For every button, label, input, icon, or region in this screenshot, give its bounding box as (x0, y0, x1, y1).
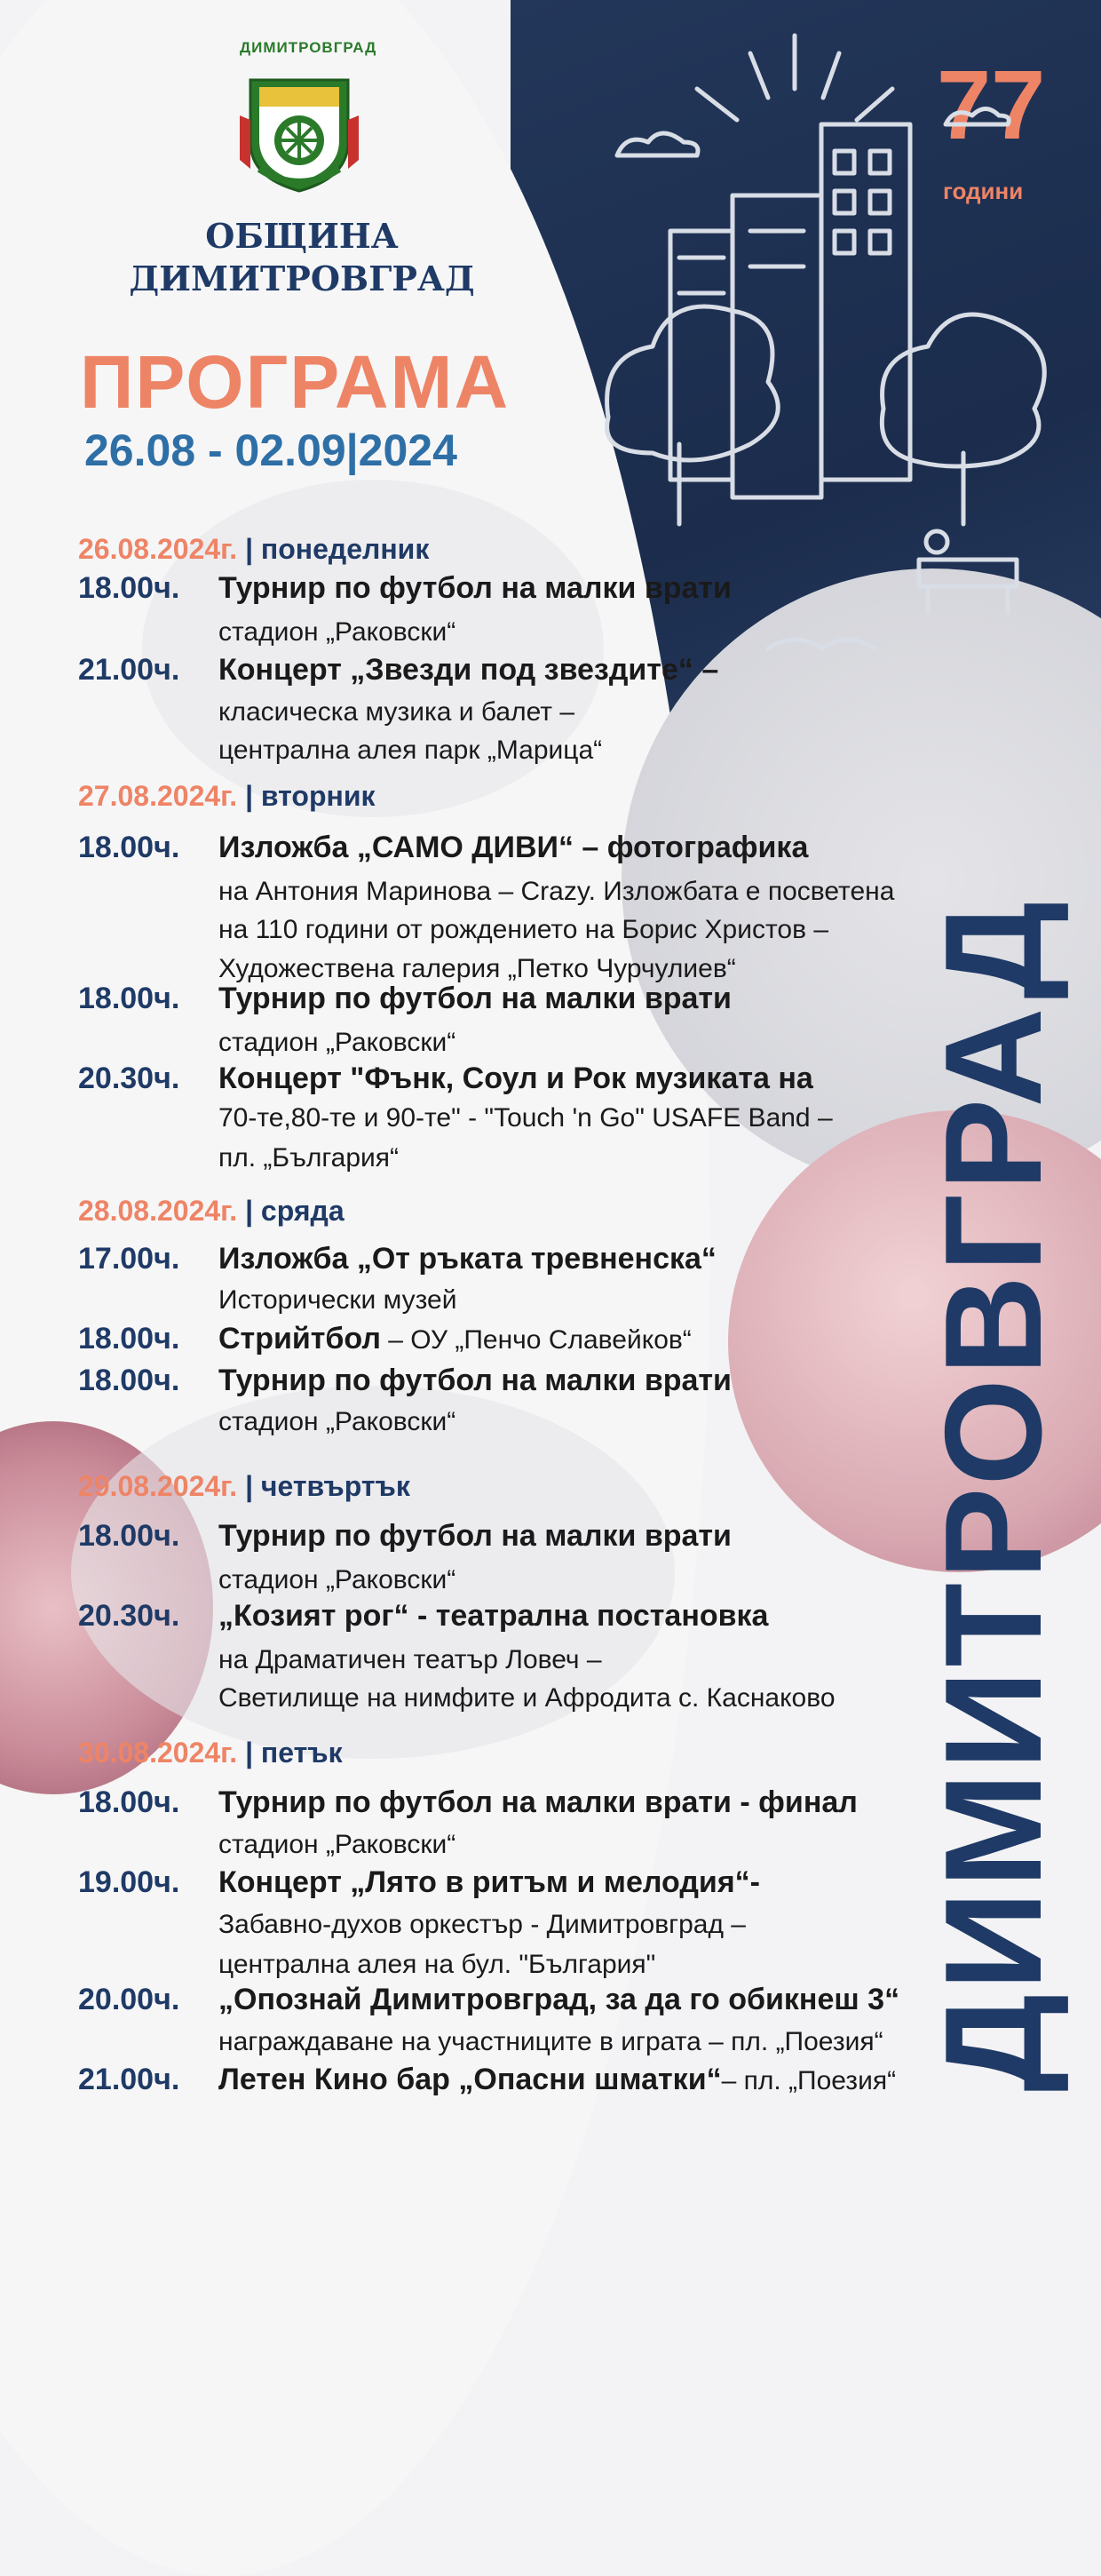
event-title-text: Концерт „Звезди под звездите“ – (218, 653, 719, 687)
day-heading (78, 1470, 410, 1503)
organization-name (124, 215, 479, 300)
event-detail-line: 70-те,80-те и 90-те" - "Touch 'n Go" USAFE Band – (218, 1103, 833, 1133)
event-time: 21.00ч. (78, 653, 180, 687)
event-detail-line: централна алея на бул. "България" (218, 1950, 656, 1979)
day-heading (78, 533, 429, 566)
event-time: 20.30ч. (78, 1599, 180, 1633)
day-heading (78, 1195, 345, 1228)
event-title (218, 1061, 813, 1096)
event-time: 18.00ч. (78, 1785, 180, 1819)
event-detail-line: на Драматичен театър Ловеч – (218, 1645, 602, 1674)
day-separator: | (245, 1470, 254, 1502)
event-detail-line: стадион „Раковски“ (218, 1565, 456, 1594)
event-title-rest: – ОУ „Пенчо Славейков“ (380, 1325, 692, 1355)
day-date: 28.08.2024г. (78, 1195, 238, 1227)
event-title (218, 1322, 692, 1356)
event-detail-line: стадион „Раковски“ (218, 617, 456, 647)
day-weekday: понеделник (260, 533, 430, 565)
event-title-text: Концерт „Лято в ритъм и мелодия“- (218, 1865, 760, 1899)
event-title-text: Концерт "Фънк, Соул и Рок музиката на (218, 1061, 813, 1095)
day-date: 30.08.2024г. (78, 1737, 238, 1769)
event-title-text: Летен Кино бар „Опасни шматки“ (218, 2063, 722, 2096)
event-detail-line: стадион „Раковски“ (218, 1830, 456, 1859)
event-time: 21.00ч. (78, 2063, 180, 2096)
day-date: 29.08.2024г. (78, 1470, 238, 1502)
day-separator: | (245, 533, 254, 565)
day-date: 27.08.2024г. (78, 780, 238, 812)
day-date: 26.08.2024г. (78, 533, 238, 565)
event-detail-line: класическа музика и балет – (218, 697, 575, 727)
event-detail-line: Исторически музей (218, 1285, 457, 1315)
day-separator: | (245, 1737, 254, 1769)
event-title-text: Изложба „САМО ДИВИ“ – фотографика (218, 831, 809, 864)
event-time: 18.00ч. (78, 1519, 180, 1553)
event-title-text: Турнир по футбол на малки врати (218, 1519, 732, 1553)
event-detail-line: стадион „Раковски“ (218, 1407, 456, 1436)
event-time: 18.00ч. (78, 831, 180, 864)
org-line-1: ОБЩИНА (205, 216, 399, 256)
event-title-rest: – пл. „Поезия“ (721, 2066, 897, 2095)
event-title (218, 831, 808, 865)
anniversary-number: 77 (937, 51, 1046, 160)
day-weekday: вторник (260, 780, 376, 812)
event-title (218, 571, 732, 606)
event-detail-line: Художествена галерия „Петко Чурчулиев“ (218, 954, 736, 983)
event-detail-line: централна алея парк „Марица“ (218, 735, 603, 765)
event-detail-line: награждаване на участниците в играта – пл. „Поезия“ (218, 2027, 883, 2056)
event-detail-line: на Антония Маринова – Crazy. Изложбата е посветена (218, 877, 895, 906)
event-detail-line: Забавно-духов оркестър - Димитровград – (218, 1910, 746, 1939)
day-heading (78, 780, 376, 813)
event-title (218, 1519, 732, 1554)
event-title (218, 1599, 768, 1634)
event-title (218, 1983, 899, 2017)
event-title (218, 1242, 717, 1276)
event-title-text: Стрийтбол (218, 1322, 381, 1356)
event-title (218, 1785, 858, 1820)
event-title-text: Турнир по футбол на малки врати - финал (218, 1785, 858, 1819)
event-time: 17.00ч. (78, 1242, 180, 1276)
day-weekday: петък (260, 1737, 343, 1769)
event-time: 19.00ч. (78, 1865, 180, 1899)
day-heading (78, 1737, 343, 1769)
event-time: 18.00ч. (78, 1364, 180, 1397)
event-detail-line: стадион „Раковски“ (218, 1028, 456, 1057)
day-separator: | (245, 1195, 254, 1227)
event-time: 20.00ч. (78, 1983, 180, 2016)
event-detail-line: на 110 години от рождението на Борис Христов – (218, 915, 829, 944)
event-detail-line: пл. „България“ (218, 1143, 399, 1173)
event-title-text: „Козият рог“ - театрална постановка (218, 1599, 769, 1633)
day-weekday: четвъртък (260, 1470, 410, 1502)
event-title-text: Турнир по футбол на малки врати (218, 1364, 732, 1397)
event-title (218, 2063, 896, 2097)
event-title (218, 653, 718, 688)
city-lineart-icon (590, 27, 1052, 666)
event-detail-line: Светилище на нимфите и Афродита с. Каснаково (218, 1683, 836, 1713)
event-title (218, 982, 732, 1016)
event-time: 20.30ч. (78, 1061, 180, 1095)
anniversary-label: години (943, 178, 1024, 204)
day-weekday: сряда (260, 1195, 345, 1227)
vertical-city-title: ДИМИТРОВГРАД (916, 897, 1070, 2092)
event-title-text: „Опознай Димитровград, за да го обикнеш 3“ (218, 1983, 900, 2016)
page-title: ПРОГРАМА (80, 340, 511, 424)
day-separator: | (245, 780, 254, 812)
event-title-text: Изложба „От ръката тревненска“ (218, 1242, 717, 1276)
municipality-crest-icon (233, 62, 366, 195)
event-time: 18.00ч. (78, 982, 180, 1015)
event-time: 18.00ч. (78, 571, 180, 605)
event-title (218, 1865, 760, 1900)
event-title-text: Турнир по футбол на малки врати (218, 571, 732, 605)
brand-small-label: ДИМИТРОВГРАД (240, 39, 377, 56)
event-title (218, 1364, 732, 1398)
date-range: 26.08 - 02.09|2024 (84, 425, 457, 475)
event-time: 18.00ч. (78, 1322, 180, 1356)
org-line-2: ДИМИТРОВГРАД (129, 258, 475, 298)
event-title-text: Турнир по футбол на малки врати (218, 982, 732, 1015)
